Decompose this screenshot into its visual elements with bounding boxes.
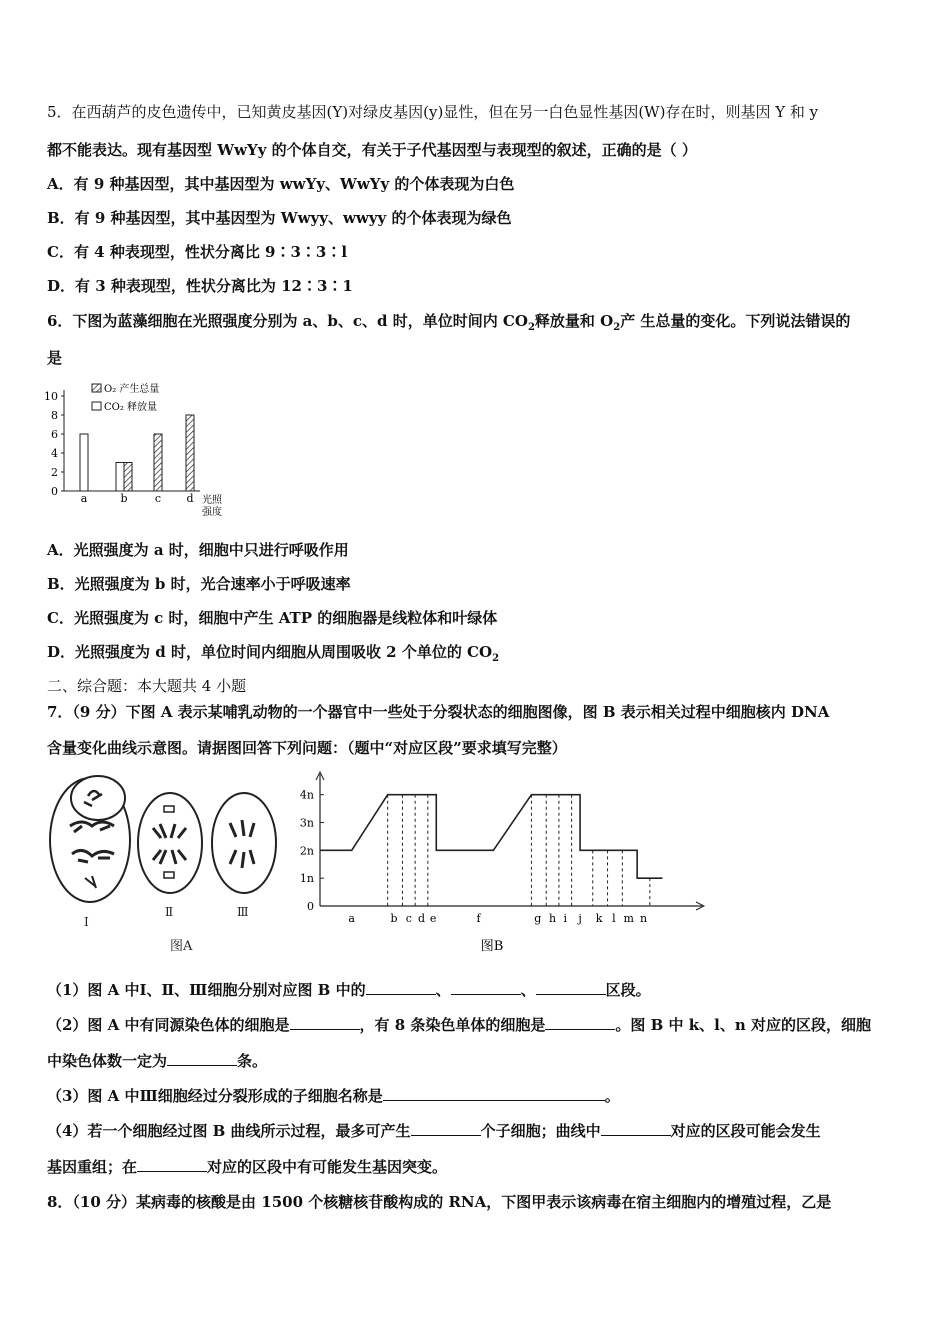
segment-label: j xyxy=(578,912,582,925)
segment-label: n xyxy=(639,912,648,925)
legend-swatch-o2 xyxy=(92,384,101,392)
y-tick-label: 6 xyxy=(51,428,58,441)
blank-2[interactable] xyxy=(451,980,521,995)
blank-3[interactable] xyxy=(536,980,606,995)
blank-7[interactable] xyxy=(383,1086,605,1101)
y-tick-label: 10 xyxy=(44,390,58,403)
blank-10[interactable] xyxy=(137,1157,207,1172)
q6-bar-chart xyxy=(40,380,240,525)
cell-iii-drawing xyxy=(212,793,276,919)
y-tick-label: 8 xyxy=(51,409,58,422)
bar-o2 xyxy=(186,415,194,491)
figure-b-caption: 图B xyxy=(480,939,504,954)
x-axis-label: 强度 xyxy=(202,507,222,518)
segment-label: b xyxy=(390,912,398,925)
segment-label: f xyxy=(476,912,481,925)
q7-sub2-line2: 中染色体数一定为 条。 xyxy=(47,1052,268,1070)
legend-label-o2: O₂ 产生总量 xyxy=(104,384,160,395)
y-tick-label: 2 xyxy=(51,466,58,479)
bar-co2 xyxy=(80,434,88,491)
blank-1[interactable] xyxy=(366,980,436,995)
q6-option-c: C．光照强度为 c 时，细胞中产生 ATP 的细胞器是线粒体和叶绿体 xyxy=(47,609,498,627)
q7-sub2: （2）图 A 中有同源染色体的细胞是 ，有 8 条染色单体的细胞是 。图 B 中 k、l、n 对应的区段，细胞 xyxy=(47,1016,871,1034)
y-tick-label: 3n xyxy=(299,816,314,830)
x-category-label: b xyxy=(120,492,128,505)
segment-label: l xyxy=(612,912,616,925)
q5-option-d: D．有 3 种表现型，性状分离比为 12∶3∶1 xyxy=(47,277,353,295)
segment-label: h xyxy=(549,912,557,925)
segment-label: e xyxy=(429,912,437,925)
q7-stem-line1: 7．（9 分）下图 A 表示某哺乳动物的一个器官中一些处于分裂状态的细胞图像，图 B 表示相关过程中细胞核内 DNA xyxy=(47,703,830,721)
x-axis-label: 光照 xyxy=(202,495,222,506)
q5-stem-line2: 都不能表达。现有基因型 WwYy 的个体自交，有关于子代基因型与表现型的叙述，正确的是（ ） xyxy=(47,141,697,159)
q7-stem-line2: 含量变化曲线示意图。请据图回答下列问题：（题中“对应区段”要求填写完整） xyxy=(47,739,567,757)
bar-co2 xyxy=(116,463,124,492)
q7-sub4-line2: 基因重组；在 对应的区段中有可能发生基因突变。 xyxy=(47,1158,448,1176)
segment-label: a xyxy=(348,912,355,925)
dna-curve xyxy=(320,795,663,878)
q6-stem-line2: 是 xyxy=(47,349,63,367)
segment-label: c xyxy=(405,912,412,925)
bar-o2 xyxy=(124,463,132,492)
segment-label: i xyxy=(563,912,568,925)
blank-5[interactable] xyxy=(545,1015,615,1030)
segment-label: k xyxy=(595,912,603,925)
x-category-label: a xyxy=(80,492,88,505)
figure-a-caption: 图A xyxy=(170,939,193,954)
figure-a-cells xyxy=(40,768,290,958)
blank-6[interactable] xyxy=(167,1051,237,1066)
section-heading: 二、综合题：本大题共 4 小题 xyxy=(47,677,247,695)
segment-label: m xyxy=(623,912,634,925)
q5-option-b: B．有 9 种基因型，其中基因型为 Wwyy、wwyy 的个体表现为绿色 xyxy=(47,209,512,227)
q7-sub3: （3）图 A 中Ⅲ细胞经过分裂形成的子细胞名称是 。 xyxy=(47,1087,620,1105)
segment-label: d xyxy=(417,912,426,925)
q6-option-d: D．光照强度为 d 时，单位时间内细胞从周围吸收 2 个单位的 $CO_2$ xyxy=(47,643,500,664)
bar-o2 xyxy=(154,434,162,491)
blank-9[interactable] xyxy=(601,1121,671,1136)
y-tick-label: 4 xyxy=(51,447,58,460)
cell-ii-drawing xyxy=(138,793,202,919)
q6-option-b: B．光照强度为 b 时，光合速率小于呼吸速率 xyxy=(47,575,351,593)
x-category-label: d xyxy=(186,492,194,505)
segment-label: g xyxy=(534,912,542,925)
cell-ii-label: Ⅱ xyxy=(165,905,174,919)
y-tick-label: 0 xyxy=(307,900,314,913)
x-category-label: c xyxy=(154,492,162,505)
y-tick-label: 4n xyxy=(299,788,314,802)
q6-stem-line1: 6．下图为蓝藻细胞在光照强度分别为 a、b、c、d 时，单位时间内 $CO_2$释放量和 $O_2$产 生总量的变化。下列说法错误的 xyxy=(47,312,851,333)
legend-swatch-co2 xyxy=(92,402,101,410)
q6-option-a: A．光照强度为 a 时，细胞中只进行呼吸作用 xyxy=(47,541,349,559)
blank-8[interactable] xyxy=(411,1121,481,1136)
cell-i-drawing xyxy=(50,776,130,929)
y-tick-label: 0 xyxy=(51,485,58,498)
y-tick-label: 1n xyxy=(299,872,314,886)
q5-option-a: A．有 9 种基因型，其中基因型为 wwYy、WwYy 的个体表现为白色 xyxy=(47,175,515,193)
q5-option-c: C．有 4 种表现型，性状分离比 9∶3∶3∶l xyxy=(47,243,348,261)
cell-iii-label: Ⅲ xyxy=(237,905,249,919)
q5-stem-line1: 5．在西葫芦的皮色遗传中，已知黄皮基因(Y)对绿皮基因(y)显性，但在另一白色显性基因(W)存在时，则基因 Y 和 y xyxy=(47,103,819,121)
y-tick-label: 2n xyxy=(299,844,314,858)
q8-stem-line1: 8．（10 分）某病毒的核酸是由 1500 个核糖核苷酸构成的 RNA，下图甲表示该病毒在宿主细胞内的增殖过程，乙是 xyxy=(47,1193,832,1211)
figure-b-dna-chart xyxy=(292,768,712,958)
q7-sub4: （4）若一个细胞经过图 B 曲线所示过程，最多可产生 个子细胞；曲线中 对应的区段可能会发生 xyxy=(47,1122,821,1140)
legend-label-co2: CO₂ 释放量 xyxy=(104,402,158,413)
blank-4[interactable] xyxy=(290,1015,360,1030)
q7-sub1: （1）图 A 中Ⅰ、Ⅱ、Ⅲ细胞分别对应图 B 中的 、 、 区段。 xyxy=(47,981,651,999)
cell-i-label: Ⅰ xyxy=(84,915,89,929)
